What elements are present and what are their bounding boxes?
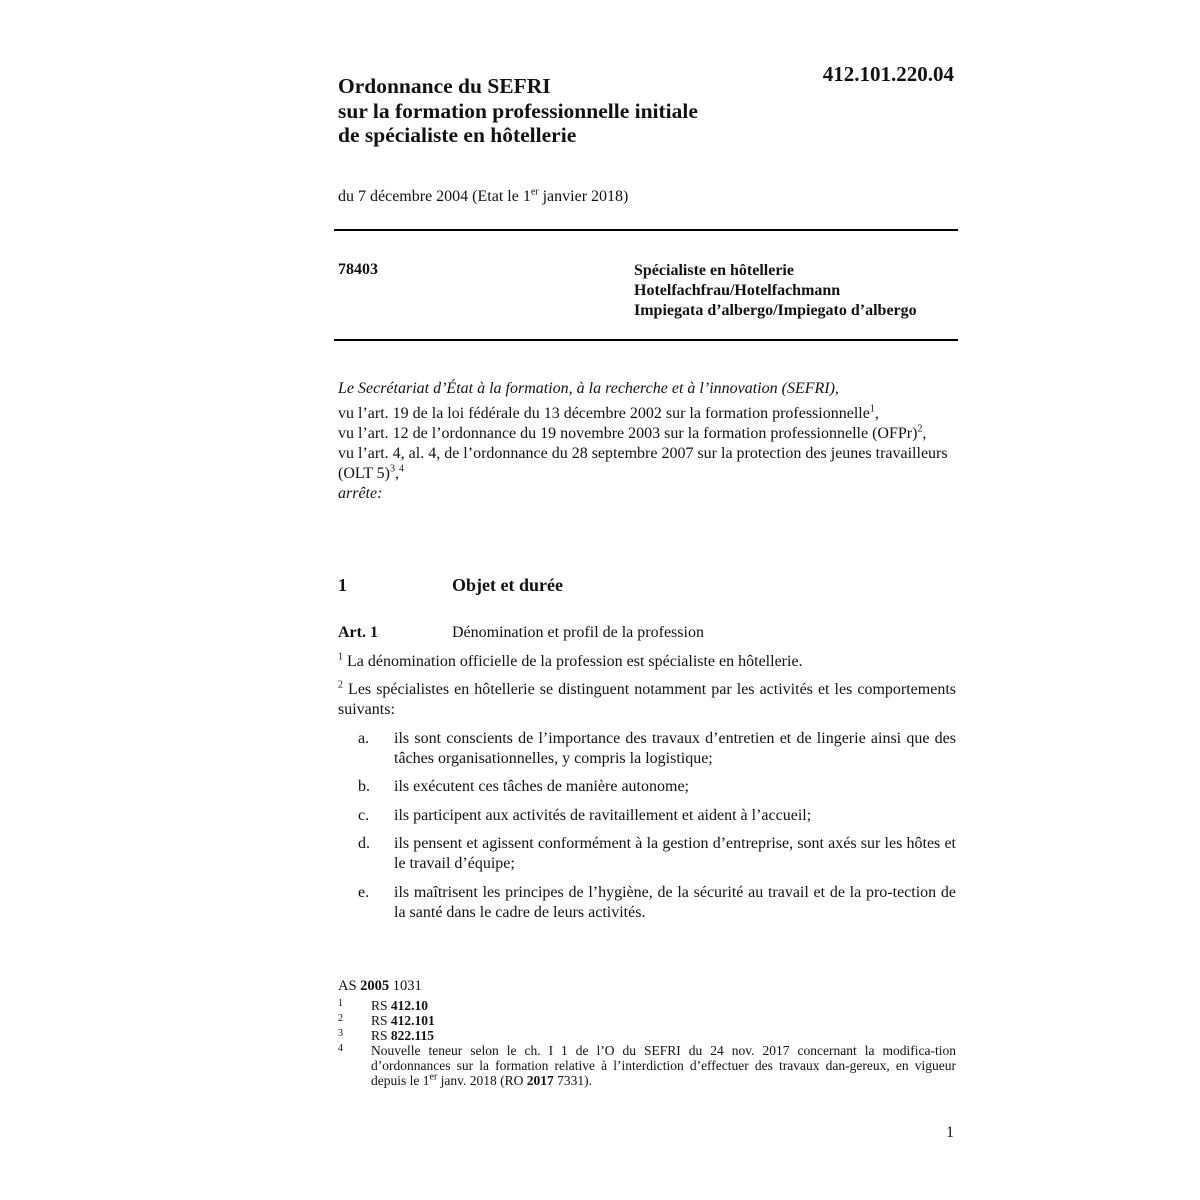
preamble-line-3: vu l’art. 4, al. 4, de l’ordonnance du 28 septembre 2007 sur la protection des jeunes travailleurs (OLT 5)$^3$,$^4$ <box>338 445 948 482</box>
paragraph-1: $^1$ La dénomination officielle de la profession est spécialiste en hôtellerie. <box>338 651 803 670</box>
footnote-1: 1 RS 412.10 <box>338 998 429 1013</box>
article-label: Art. 1 <box>338 624 378 641</box>
preamble-line-1: vu l’art. 19 de la loi fédérale du 13 décembre 2002 sur la formation professionnelle$^1$, <box>338 403 879 422</box>
footnote-4: 4 Nouvelle teneur selon le ch. I 1 de l’O du SEFRI du 24 nov. 2017 concernant la modifica-tion d’ordonnances sur la formation relative à l’interdiction d’effectuer des travaux dan-gereux, en vigueur depuis le 1er janv. 2018 (RO 2017 7331). <box>338 1043 956 1088</box>
document-title <box>338 74 778 148</box>
section-title: Objet et durée <box>452 575 563 595</box>
rs-number: 412.101.220.04 <box>822 62 954 86</box>
preamble-basis <box>338 404 956 504</box>
list-item-text: ils pensent et agissent conformément à la gestion d’entreprise, sont axés sur les hôtes et le travail d’équipe; <box>394 835 956 872</box>
list-item <box>338 834 956 874</box>
footnote-3: 3 RS 822.115 <box>338 1028 435 1043</box>
list-item-letter: d. <box>358 835 370 852</box>
profession-number: 78403 <box>338 261 378 278</box>
list-item-letter: c. <box>358 807 370 824</box>
list-item <box>338 883 956 923</box>
list-item-letter: a. <box>358 730 370 747</box>
title-line-3: de spécialiste en hôtellerie <box>338 123 577 147</box>
divider-bottom <box>334 339 958 341</box>
document-date: du 7 décembre 2004 (Etat le 1er janvier 2018) <box>338 186 629 205</box>
profession-name-de: Hotelfachfrau/Hotelfachmann <box>634 282 841 299</box>
title-line-2: sur la formation professionnelle initiale <box>338 98 698 123</box>
profession-names <box>634 261 917 321</box>
list-item-text: ils participent aux activités de ravitaillement et aident à l’accueil; <box>394 807 812 824</box>
list-item <box>338 806 956 826</box>
preamble-authority: Le Secrétariat d’État à la formation, à la recherche et à l’innovation (SEFRI), <box>338 380 839 397</box>
footnote-2: 2 RS 412.101 <box>338 1013 435 1028</box>
list-item-text: ils sont conscients de l’importance des travaux d’entretien et de lingerie ainsi que des tâches organisationnelles, y compris la logistique; <box>394 730 956 767</box>
list-item <box>338 777 956 797</box>
list-item-letter: b. <box>358 778 370 795</box>
list-item <box>338 729 956 769</box>
page-number: 1 <box>946 1124 954 1141</box>
preamble-line-2: vu l’art. 12 de l’ordonnance du 19 novembre 2003 sur la formation professionnelle (OFPr)$^2$, <box>338 423 927 442</box>
official-compilation-ref: AS 2005 1031 <box>338 978 422 994</box>
profession-name-it: Impiegata d’albergo/Impiegato d’albergo <box>634 302 917 319</box>
paragraph-2: $^2$ Les spécialistes en hôtellerie se distinguent notamment par les activités et les comportements suivants: <box>338 679 956 718</box>
list-item-text: ils maîtrisent les principes de l’hygiène, de la sécurité au travail et de la pro-tection de la santé dans le cadre de leurs activités. <box>394 884 956 921</box>
list-item-letter: e. <box>358 884 370 901</box>
preamble-decree: arrête: <box>338 485 383 502</box>
footnotes <box>338 979 956 1088</box>
divider-top <box>334 229 958 231</box>
list-item-text: ils exécutent ces tâches de manière autonome; <box>394 778 689 795</box>
profession-name-fr: Spécialiste en hôtellerie <box>634 262 794 279</box>
section-number: 1 <box>338 575 347 595</box>
title-line-1: Ordonnance du SEFRI <box>338 74 551 98</box>
article-title: Dénomination et profil de la profession <box>452 624 704 641</box>
